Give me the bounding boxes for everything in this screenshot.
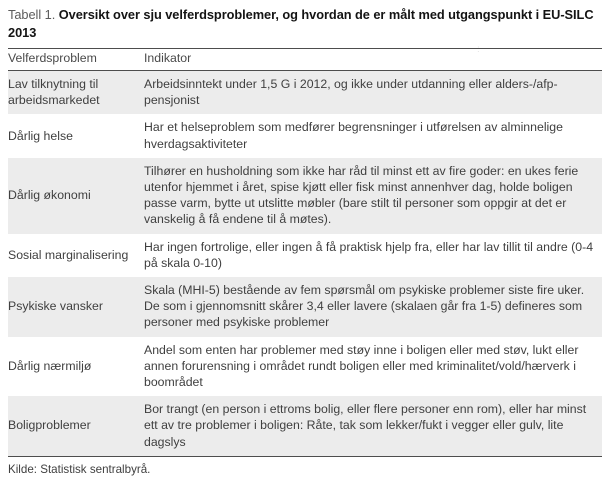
- caption-number: Tabell 1.: [8, 7, 56, 22]
- page-title: [8, 0, 602, 42]
- cell-indicator: Tilhører en husholdning som ikke har råd til minst ett av fire goder: en ukes ferie utenfor hjemmet i året, spise kjøtt eller fisk minst annenhver dag, holde boligen passe varm, bytte ut utslitte møbler (bare stilt til personer som oppgir at det er vanskelig å få endene til å møtes).: [141, 158, 602, 234]
- source-note: Kilde: Statistisk sentralbyrå.: [8, 462, 151, 476]
- column-header-problem: Velferdsproblem: [8, 49, 141, 71]
- table-row: [8, 114, 602, 157]
- cell-welfare-problem: Dårlig nærmiljø: [8, 337, 141, 397]
- table-row: [8, 337, 602, 397]
- cell-indicator: Har et helseproblem som medfører begrensninger i utførelsen av alminnelige hverdagsaktiviteter: [141, 114, 602, 157]
- cell-welfare-problem: Dårlig helse: [8, 114, 141, 157]
- cell-welfare-problem: Boligproblemer: [8, 396, 141, 456]
- faint-artifact-marks: :: [477, 44, 480, 55]
- table-body: [8, 71, 602, 457]
- table-header-row: [8, 49, 602, 71]
- table-row: [8, 234, 602, 277]
- cell-indicator: Skala (MHI-5) bestående av fem spørsmål om psykiske problemer siste fire uker. De som i gjennomsnitt skårer 3,4 eller lavere (skalaen går fra 1-5) defineres som personer med psykiske problemer: [141, 277, 602, 337]
- cell-welfare-problem: Sosial marginalisering: [8, 234, 141, 277]
- cell-indicator: Arbeidsinntekt under 1,5 G i 2012, og ikke under utdanning eller alders-/afp-pensjonist: [141, 71, 602, 115]
- cell-welfare-problem: Dårlig økonomi: [8, 158, 141, 234]
- cell-indicator: Andel som enten har problemer med støy inne i boligen eller med støv, lukt eller annen forurensning i området rundt boligen eller med kriminalitet/vold/hærverk i boområdet: [141, 337, 602, 397]
- cell-indicator: Har ingen fortrolige, eller ingen å få praktisk hjelp fra, eller har lav tillit til andre (0-4 på skala 0-10): [141, 234, 602, 277]
- cell-indicator: Bor trangt (en person i ettroms bolig, eller flere personer enn rom), eller har minst ett av tre problemer i boligen: Råte, tak som lekker/fukt i vegger eller gulv, lite dagslys: [141, 396, 602, 456]
- table-row: [8, 396, 602, 456]
- column-header-indicator: Indikator: [141, 49, 602, 71]
- cell-welfare-problem: Psykiske vansker: [8, 277, 141, 337]
- cell-welfare-problem: Lav tilknytning til arbeidsmarkedet: [8, 71, 141, 115]
- table-row: [8, 158, 602, 234]
- table-header: [8, 44, 602, 71]
- table-row: [8, 277, 602, 337]
- table-row: [8, 71, 602, 115]
- caption-title: Oversikt over sju velferdsproblemer, og hvordan de er målt med utgangspunkt i EU-SILC 2013: [8, 7, 594, 40]
- welfare-problems-table: [8, 44, 602, 457]
